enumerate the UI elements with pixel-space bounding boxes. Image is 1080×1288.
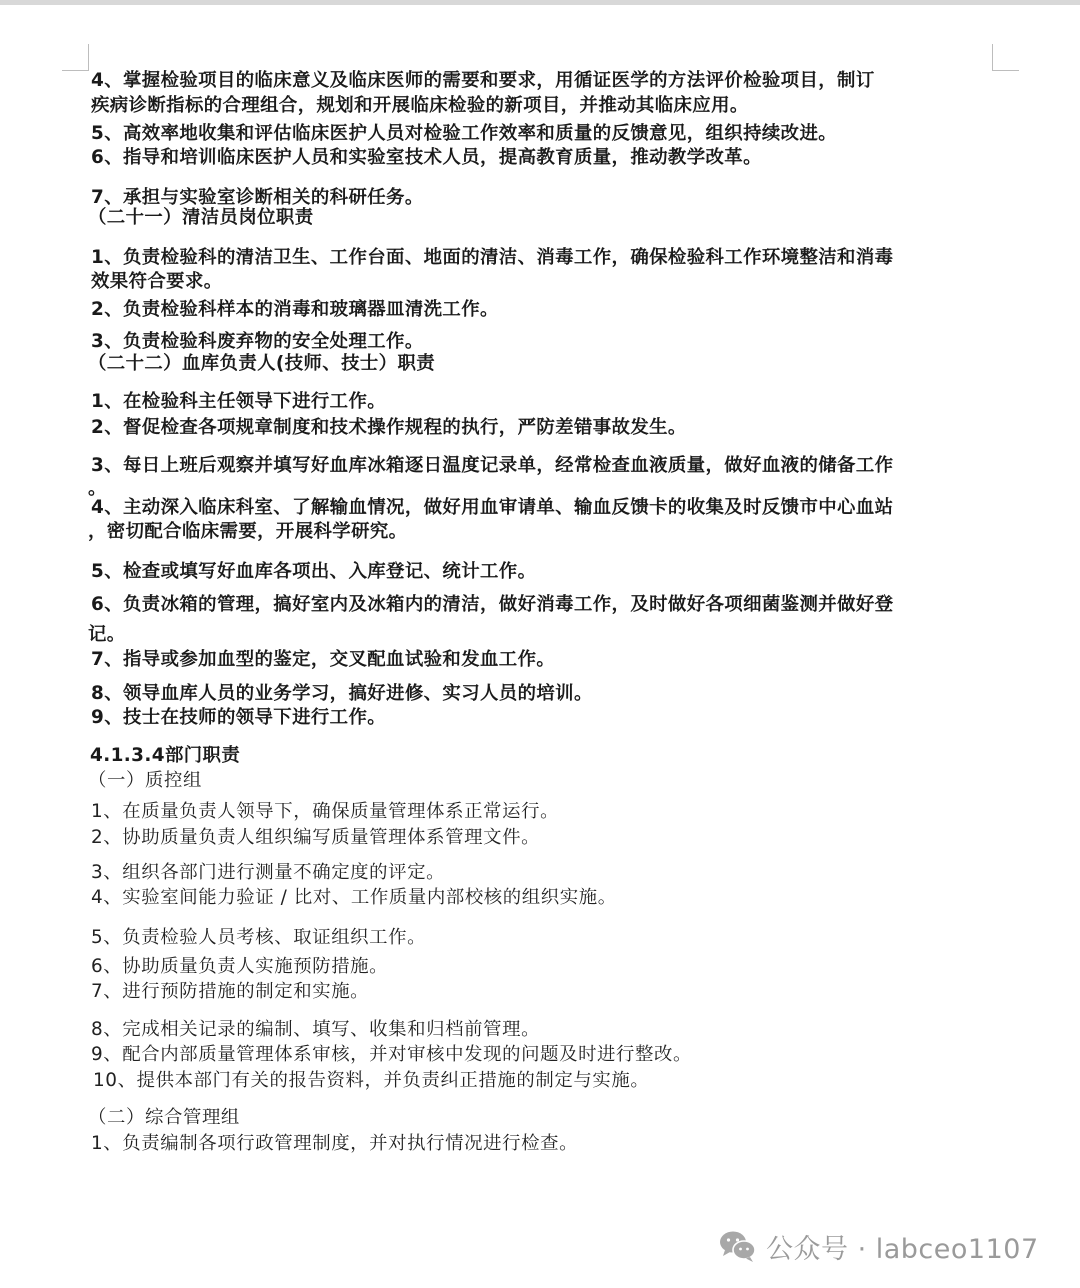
section-heading: （一）质控组 [88,770,202,791]
doc-line: 4、主动深入临床科室、了解输血情况，做好用血审请单、输血反馈卡的收集及时反馈市中心血站 [91,497,894,518]
doc-line: 1、在检验科主任领导下进行工作。 [91,391,387,412]
doc-line: 5、检查或填写好血库各项出、入库登记、统计工作。 [91,561,537,582]
doc-line: 6、负责冰箱的管理，搞好室内及冰箱内的清洁，做好消毒工作，及时做好各项细菌鉴测并做好登 [91,594,894,615]
doc-line: 10、提供本部门有关的报告资料，并负责纠正措施的制定与实施。 [93,1070,650,1091]
doc-line: 4、实验室间能力验证 / 比对、工作质量内部校核的组织实施。 [91,887,617,908]
doc-line: 2、督促检查各项规章制度和技术操作规程的执行，严防差错事故发生。 [91,417,687,438]
doc-line: 3、每日上班后观察并填写好血库冰箱逐日温度记录单，经常检查血液质量，做好血液的储备工作 [91,455,894,476]
watermark [718,1226,1039,1266]
doc-line: 7、指导或参加血型的鉴定，交叉配血试验和发血工作。 [91,649,556,670]
doc-line: 3、组织各部门进行测量不确定度的评定。 [91,862,446,883]
doc-line: 2、协助质量负责人组织编写质量管理体系管理文件。 [91,827,541,848]
doc-line: 7、承担与实验室诊断相关的科研任务。 [91,187,424,208]
doc-line: 7、进行预防措施的制定和实施。 [91,981,370,1002]
top-border [0,0,1080,5]
doc-line: 1、在质量负责人领导下，确保质量管理体系正常运行。 [91,801,560,822]
doc-line: 记。 [88,624,126,645]
doc-line: 3、负责检验科废弃物的安全处理工作。 [91,331,424,352]
doc-line: 9、技士在技师的领导下进行工作。 [91,707,387,728]
section-heading: （二十二）血库负责人(技师、技士）职责 [88,353,436,374]
doc-line: 9、配合内部质量管理体系审核，并对审核中发现的问题及时进行整改。 [91,1044,693,1065]
doc-line: 5、高效率地收集和评估临床医护人员对检验工作效率和质量的反馈意见，组织持续改进。 [91,123,838,144]
doc-line: 疾病诊断指标的合理组合，规划和开展临床检验的新项目，并推动其临床应用。 [91,95,749,116]
section-heading: （二）综合管理组 [88,1107,240,1128]
doc-line: 5、负责检验人员考核、取证组织工作。 [91,927,427,948]
crop-mark-top-right [992,44,1019,71]
doc-line: 效果符合要求。 [91,271,223,292]
doc-line: 4、掌握检验项目的临床意义及临床医师的需要和要求，用循证医学的方法评价检验项目，制订 [91,70,875,91]
doc-line: 8、领导血库人员的业务学习，搞好进修、实习人员的培训。 [91,683,593,704]
section-heading: 4.1.3.4部门职责 [90,745,241,766]
doc-line: 8、完成相关记录的编制、填写、收集和归档前管理。 [91,1019,541,1040]
doc-line: ，密切配合临床需要，开展科学研究。 [88,521,408,542]
wechat-icon [718,1229,758,1263]
watermark-text: 公众号 · labceo1107 [766,1233,1039,1265]
doc-line: 。 [88,478,107,499]
section-heading: （二十一）清洁员岗位职责 [88,207,314,228]
doc-line: 2、负责检验科样本的消毒和玻璃器皿清洗工作。 [91,299,499,320]
doc-line: 6、协助质量负责人实施预防措施。 [91,956,389,977]
doc-line: 6、指导和培训临床医护人员和实验室技术人员，提高教育质量，推动教学改革。 [91,147,762,168]
crop-mark-top-left [62,44,89,71]
doc-line: 1、负责检验科的清洁卫生、工作台面、地面的清洁、消毒工作，确保检验科工作环境整洁和消毒 [91,247,894,268]
doc-line: 1、负责编制各项行政管理制度，并对执行情况进行检查。 [91,1133,579,1154]
